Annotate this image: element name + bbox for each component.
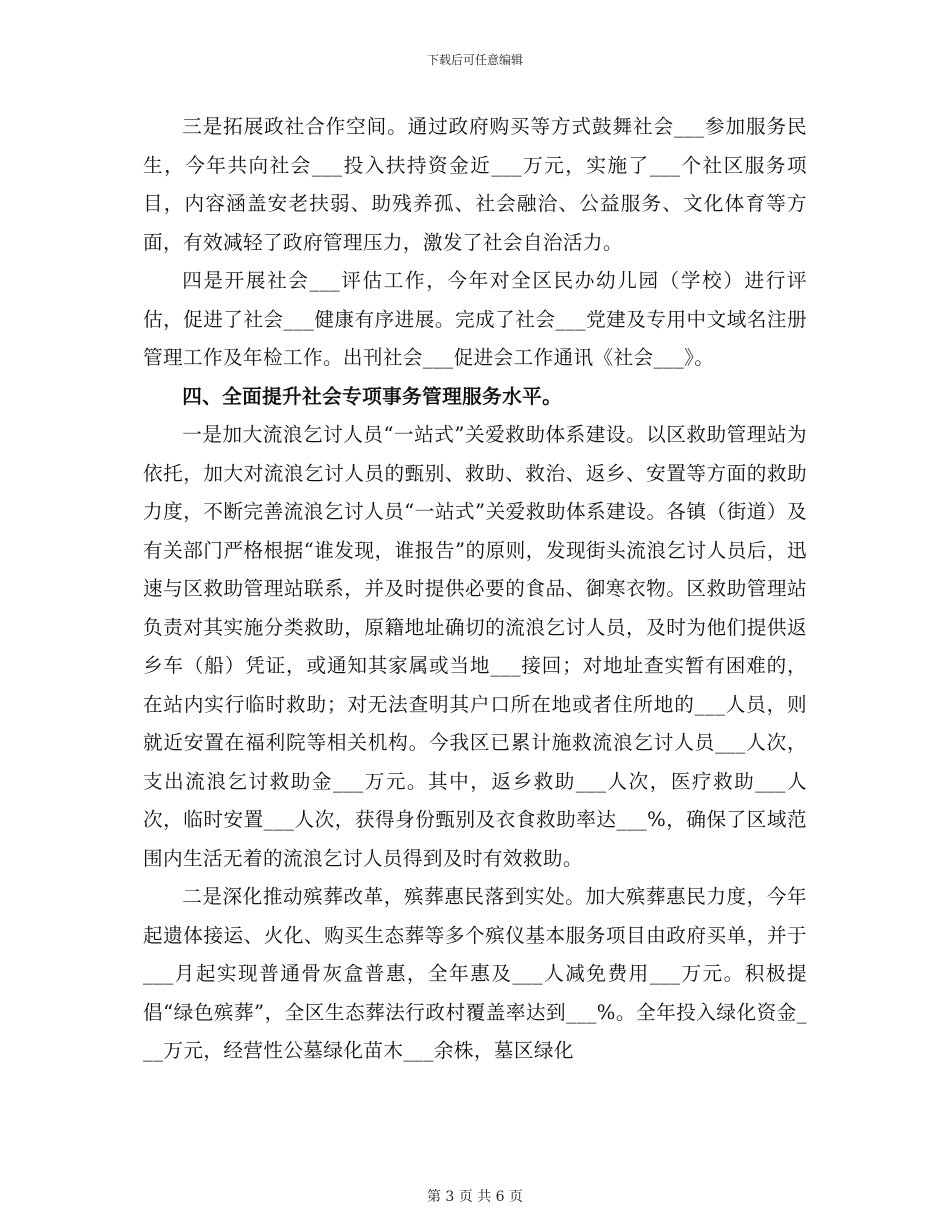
page-header-note: 下载后可任意编辑	[426, 53, 523, 67]
section-heading: 四、全面提升社会专项事务管理服务水平。	[182, 384, 563, 408]
page-number: 第 3 页 共 6 页	[426, 1189, 524, 1205]
paragraph-cooperation: 三是拓展政社合作空间。通过政府购买等方式鼓舞社会___参加服务民生，今年共向社会___投入扶持资金近___万元，实施了___个社区服务项目，内容涵盖安老扶弱、助残养孤、社会融洽、公益服务、文化体育等方面，有效减轻了政府管理压力，激发了社会自治活力。	[143, 115, 807, 254]
paragraph-funeral-reform: 二是深化推动殡葬改革，殡葬惠民落到实处。加大殡葬惠民力度，今年起遗体接运、火化、购买生态葬等多个殡仪基本服务项目由政府买单，并于___月起实现普通骨灰盒普惠，全年惠及___人减免费用___万元。积极提倡“绿色殡葬”，全区生态葬法行政村覆盖率达到___%。全年投入绿化资金___万元，经营性公墓绿化苗木___余株，墓区绿化	[143, 885, 807, 1062]
document-body	[143, 108, 807, 1071]
paragraph-evaluation: 四是开展社会___评估工作，今年对全区民办幼儿园（学校）进行评估，促进了社会___健康有序进展。完成了社会___党建及专用中文域名注册管理工作及年检工作。出刊社会___促进会工作通讯《社会___》。	[143, 269, 807, 369]
paragraph-relief: 一是加大流浪乞讨人员“一站式”关爱救助体系建设。以区救助管理站为依托，加大对流浪乞讨人员的甄别、救助、救治、返乡、安置等方面的救助力度，不断完善流浪乞讨人员“一站式”关爱救助体系建设。各镇（街道）及有关部门严格根据“谁发现，谁报告”的原则，发现街头流浪乞讨人员后，迅速与区救助管理站联系，并及时提供必要的食品、御寒衣物。区救助管理站负责对其实施分类救助，原籍地址确切的流浪乞讨人员，及时为他们提供返乡车（船）凭证，或通知其家属或当地___接回；对地址查实暂有困难的，在站内实行临时救助；对无法查明其户口所在地或者住所地的___人员，则就近安置在福利院等相关机构。今我区已累计施救流浪乞讨人员___人次，支出流浪乞讨救助金___万元。其中，返乡救助___人次，医疗救助___人次，临时安置___人次，获得身份甄别及衣食救助率达___%，确保了区域范围内生活无着的流浪乞讨人员得到及时有效救助。	[143, 423, 807, 870]
